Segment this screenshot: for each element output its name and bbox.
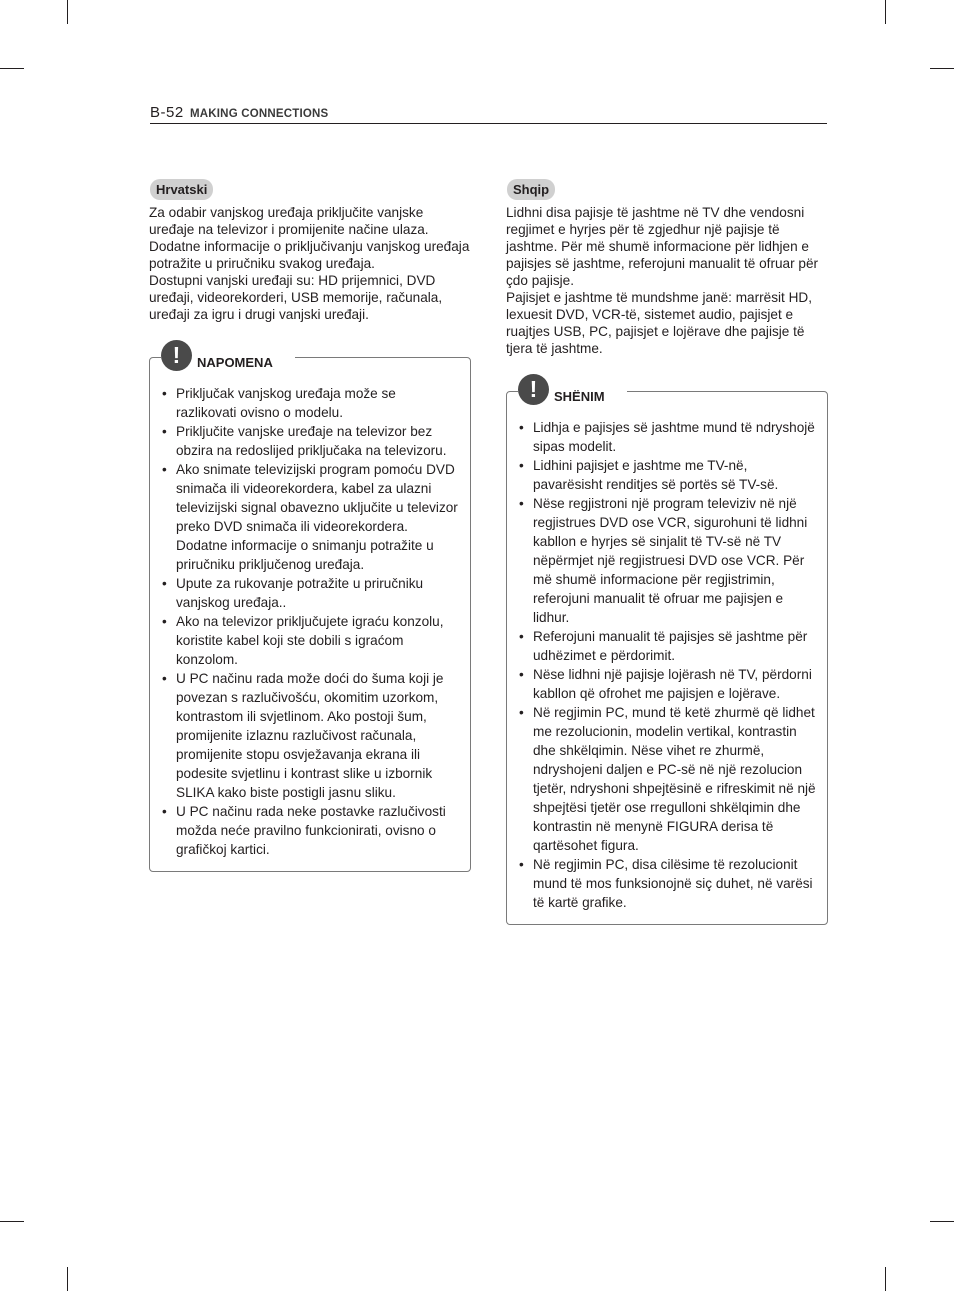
note-box <box>149 342 471 872</box>
note-panel <box>149 342 471 872</box>
note-header <box>161 337 295 371</box>
language-label: Shqip <box>507 179 555 200</box>
list-item: • U PC načinu rada može doći do šuma koji je povezan s razlučivošću, okomitim uzorkom, kontrastom ili svjetlinom. Ako postoji šum, promijenite izlaznu razlučivost računala, promijenite stopu osvježavanja ekrana ili podesite svjetlinu i kontrast slike u izbornik SLIKA kako biste postigli jasnu sliku. <box>160 669 460 802</box>
list-item: • Nëse lidhni një pajisje lojërash në TV, përdorni kabllon që ofrohet me pajisjen e lojërave. <box>517 665 817 703</box>
list-item: • Lidhja e pajisjes së jashtme mund të ndryshojë sipas modelit. <box>517 418 817 456</box>
list-item: • Në regjimin PC, mund të ketë zhurmë që lidhet me rezolucionin, modelin vertikal, kontrastin dhe shkëlqimin. Nëse vihet re zhurmë, ndryshojeni daljen e PC-së në një rezolucion tjetër, ndryshoni shpejtësinë e rifreskimit në një shpejtësi tjetër ose rregulloni shkëlqimin dhe kontrastin në menynë FIGURA derisa të qartësohet figura. <box>517 703 817 855</box>
exclamation-icon: ! <box>161 340 192 371</box>
crop-mark <box>0 1221 24 1222</box>
paragraph: Dostupni vanjski uređaji su: HD prijemnici, DVD uređaji, videorekorderi, USB memorije, računala, uređaji za igru i drugi vanjski uređaji. <box>149 273 443 322</box>
page-number: B-52 <box>150 104 184 121</box>
note-box <box>506 376 828 925</box>
note-title: SHËNIM <box>554 389 605 404</box>
list-item: • Lidhini pajisjet e jashtme me TV-në, pavarësisht renditjes së portës së TV-së. <box>517 456 817 494</box>
list-item: • Priključite vanjske uređaje na televizor bez obzira na redoslijed priključaka na televizoru. <box>160 422 460 460</box>
list-item: • Nëse regjistroni një program televiziv në një regjistrues DVD ose VCR, sigurohuni të lidhni kabllon e hyrjes së sinjalit të TV-së në TV nëpërmjet një regjistruesi DVD ose VCR. Për më shumë informacione për regjistrimin, referojuni manualit të ofruar me pajisjen e lidhur. <box>517 494 817 627</box>
crop-mark <box>67 0 68 24</box>
note-list <box>160 384 460 859</box>
intro-text <box>506 204 828 357</box>
list-item: • Ako na televizor priključujete igraću konzolu, koristite kabel koji ste dobili s igraćom konzolom. <box>160 612 460 669</box>
list-item: • Referojuni manualit të pajisjes së jashtme për udhëzimet e përdorimit. <box>517 627 817 665</box>
paragraph: Pajisjet e jashtme të mundshme janë: marrësit HD, lexuesit DVD, VCR-të, sistemet audio, pajisjet e ruajtjes USB, PC, pajisjet e lojërave dhe pajisje të tjera të jashtme. <box>506 290 812 356</box>
crop-mark <box>885 0 886 24</box>
crop-mark <box>930 68 954 69</box>
page-header <box>150 103 827 124</box>
note-header <box>518 371 627 405</box>
column-albanian <box>506 179 828 925</box>
crop-mark <box>930 1221 954 1222</box>
list-item: • Upute za rukovanje potražite u priručniku vanjskog uređaja.. <box>160 574 460 612</box>
list-item: • U PC načinu rada neke postavke razlučivosti možda neće pravilno funkcionirati, ovisno o grafičkoj kartici. <box>160 802 460 859</box>
exclamation-icon: ! <box>518 374 549 405</box>
paragraph: Za odabir vanjskog uređaja priključite vanjske uređaje na televizor i promijenite načine ulaza. Dodatne informacije o priključivanju vanjskog uređaja potražite u priručniku svakog uređaja. <box>149 205 470 271</box>
crop-mark <box>0 68 24 69</box>
paragraph: Lidhni disa pajisje të jashtme në TV dhe vendosni regjimet e hyrjes për të zgjedhur një pajisje të jashtme. Për më shumë informacione për lidhjen e pajisjes së jashtme, referojuni manualit të ofruar për çdo pajisje. <box>506 205 819 288</box>
note-list <box>517 418 817 912</box>
intro-text <box>149 204 471 323</box>
list-item: • Priključak vanjskog uređaja može se razlikovati ovisno o modelu. <box>160 384 460 422</box>
list-item: • Në regjimin PC, disa cilësime të rezolucionit mund të mos funksionojnë siç duhet, në varësi të kartë grafike. <box>517 855 817 912</box>
list-item: • Ako snimate televizijski program pomoću DVD snimača ili videorekordera, kabel za ulazni televizijski signal obavezno uključite u televizor preko DVD snimača ili videorekordera. Dodatne informacije o snimanju potražite u priručniku priključenog uređaja. <box>160 460 460 574</box>
note-panel <box>506 376 828 925</box>
crop-mark <box>885 1267 886 1291</box>
language-label: Hrvatski <box>150 179 213 200</box>
column-croatian <box>149 179 471 872</box>
section-title: MAKING CONNECTIONS <box>190 108 329 120</box>
note-title: NAPOMENA <box>197 355 273 370</box>
crop-mark <box>67 1267 68 1291</box>
